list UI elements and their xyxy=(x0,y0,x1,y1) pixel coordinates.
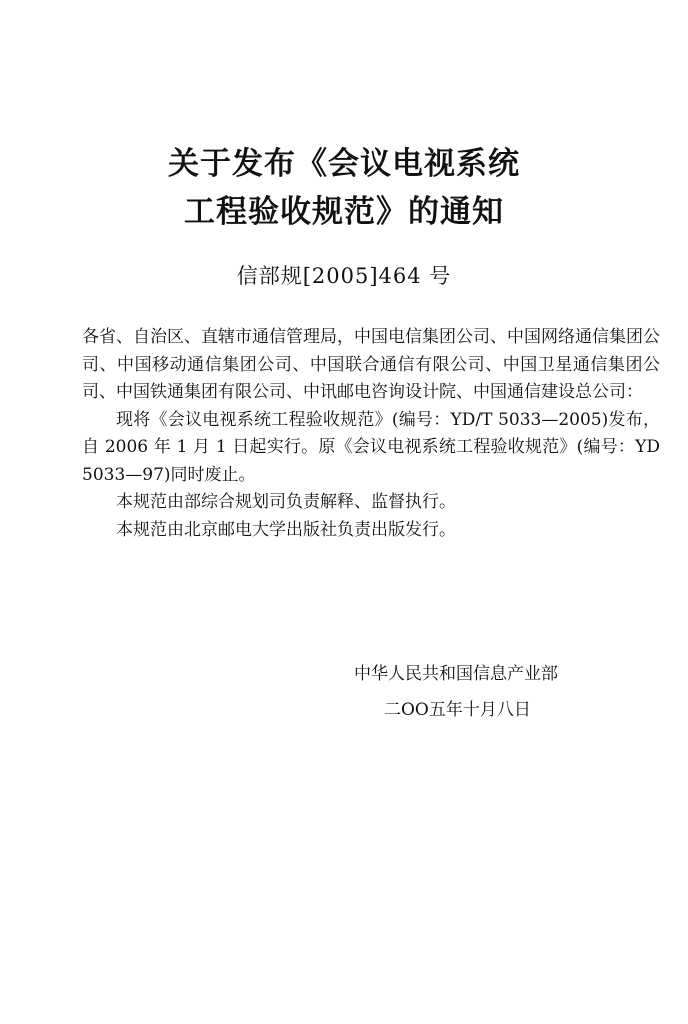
body-paragraph-2: 本规范由部综合规划司负责解释、监督执行。 xyxy=(116,492,456,512)
issuer-name: 中华人民共和国信息产业部 xyxy=(354,664,558,684)
body-paragraph-1: 现将《会议电视系统工程验收规范》(编号：YD/T 5033—2005)发布，自 2006 年 1 月 1 日起实行。原《会议电视系统工程验收规范》(编号：YD 5033—97)同时废止。 xyxy=(82,409,660,485)
title-line-2: 工程验收规范》的通知 xyxy=(184,194,504,230)
title-line-1: 关于发布《会议电视系统 xyxy=(168,146,520,182)
document-body xyxy=(82,324,660,544)
document-number: 信部规[2005]464 号 xyxy=(236,264,452,288)
signature-block xyxy=(354,656,614,728)
recipients-paragraph: 各省、自治区、直辖市通信管理局，中国电信集团公司、中国网络通信集团公司、中国移动通信集团公司、中国联合通信有限公司、中国卫星通信集团公司、中国铁通集团有限公司、中讯邮电咨询设计院、中国通信建设总公司： xyxy=(82,327,660,402)
issue-date: 二OO五年十月八日 xyxy=(384,700,531,720)
body-paragraph-3: 本规范由北京邮电大学出版社负责出版发行。 xyxy=(116,519,456,540)
